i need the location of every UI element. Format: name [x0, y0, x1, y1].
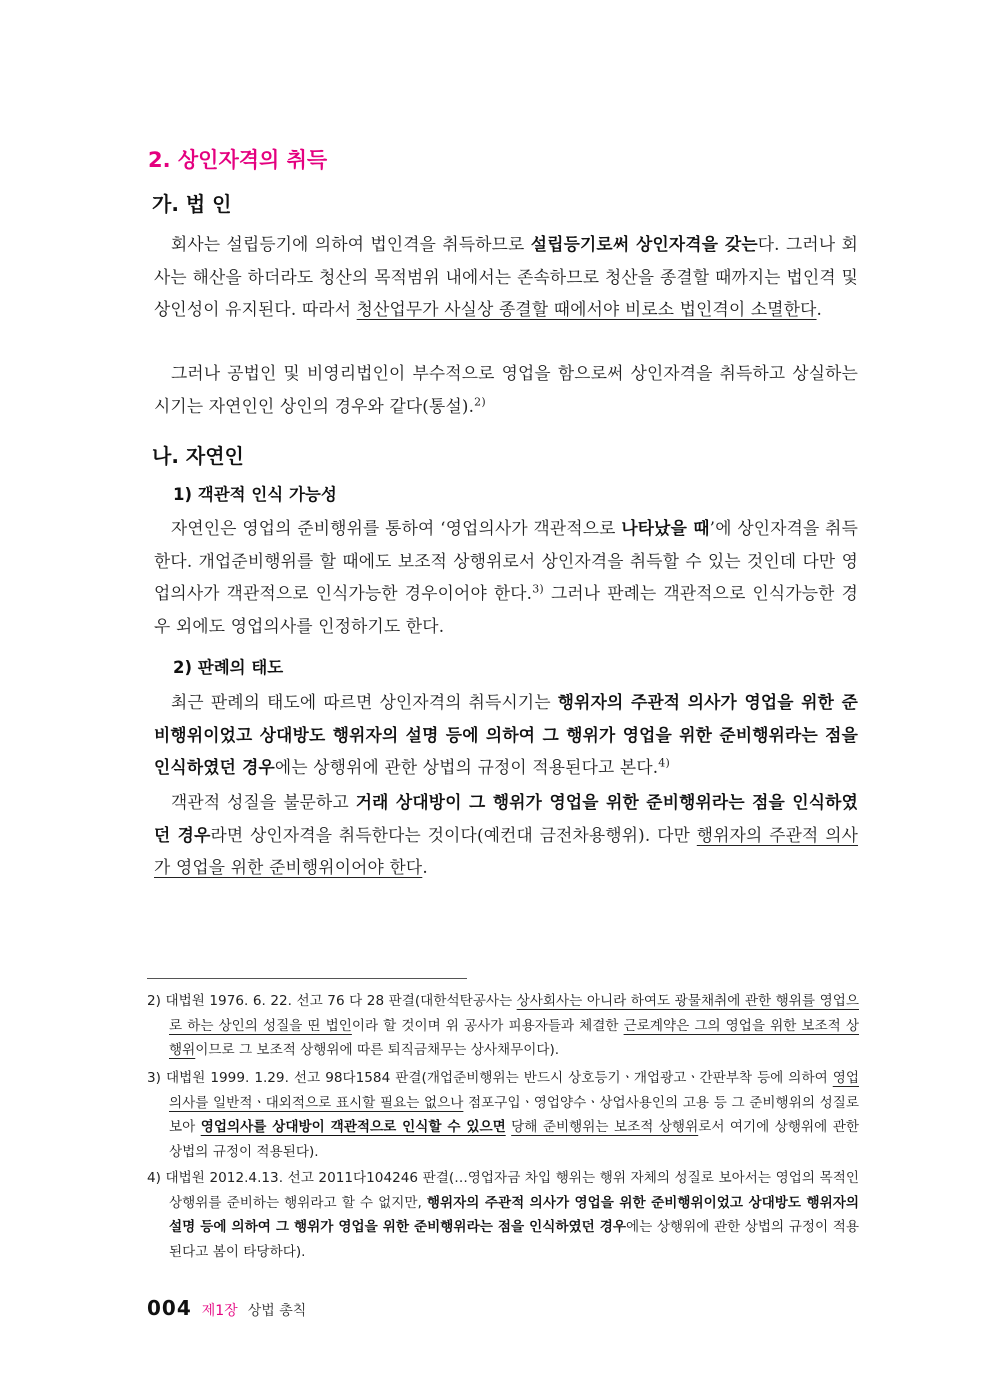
footnote-ref-3: 3): [532, 582, 544, 596]
paragraph-corporation-2: 그러나 공법인 및 비영리법인이 부수적으로 영업을 함으로써 상인자격을 취득하고 상실하는 시기는 자연인인 상인의 경우와 같다(통설).$^{2)}$: [154, 363, 858, 416]
footnote-2: 2) 대법원 1976. 6. 22. 선고 76 다 28 판결(대한석탄공사는 상사회사는 아니라 하여도 광물채취에 관한 행위를 영업으로 하는 상인의 성질을 띤 법인이라 할 것이며 위 공사가 피용자들과 체결한 근로계약은 그의 영업을 위한 보조적 상행위이므로 그 보조적 상행위에 따른 퇴직금채무는 상사채무이다).: [147, 993, 859, 1058]
heading-natural-person: 나. 자연인: [152, 444, 244, 468]
bold-phrase: 나타났을 때: [621, 518, 710, 538]
section-title: 2. 상인자격의 취득: [148, 148, 328, 172]
page-footer: [147, 1296, 306, 1320]
footnote-4: 4) 대법원 2012.4.13. 선고 2011다104246 판결(…영업자금 차입 행위는 행위 자체의 성질로 보아서는 영업의 목적인 상행위를 준비하는 행위라고 할 수 없지만, 행위자의 주관적 의사가 영업을 위한 준비행위이었고 상대방도 행위자의 설명 등에 의하여 그 행위가 영업을 위한 준비행위라는 점을 인식하였던 경우에는 상행위에 관한 상법의 규정이 적용된다고 봄이 타당하다).: [147, 1170, 860, 1260]
paragraph-precedent-2: 객관적 성질을 불문하고 거래 상대방이 그 행위가 영업을 위한 준비행위라는 점을 인식하였던 경우라면 상인자격을 취득한다는 것이다(예컨대 금전차용행위). 다만 행위자의 주관적 의사가 영업을 위한 준비행위이어야 한다.: [154, 792, 859, 877]
page-number: 004: [147, 1296, 192, 1320]
chapter-name: 상법 총칙: [247, 1303, 307, 1319]
paragraph-objective-recognition: 자연인은 영업의 준비행위를 통하여 ‘영업의사가 객관적으로 나타났을 때’에 상인자격을 취득한다. 개업준비행위를 할 때에도 보조적 상행위로서 상인자격을 취득할 수 있는 것인데 다만 영업의사가 객관적으로 인식가능한 경우이어야 한다.$^{3)}$ 그러나 판례는 객관적으로 인식가능한 경우 외에도 영업의사를 인정하기도 한다.: [154, 518, 859, 636]
footnote-ref-2: 2): [474, 394, 486, 408]
chapter-label: 제1장: [201, 1303, 238, 1319]
footnote-ref-4: 4): [658, 756, 670, 770]
underlined-phrase: 행위자의 주관적 의사가 영업을 위한 준비행위이어야 한다: [154, 824, 859, 877]
heading-objective-recognition: 1) 객관적 인식 가능성: [173, 485, 337, 504]
footnote-divider: [147, 978, 467, 979]
bold-phrase: 거래 상대방이 그 행위가 영업을 위한 준비행위라는 점을 인식하였던 경우: [154, 792, 858, 845]
heading-precedent-attitude: 2) 판례의 태도: [173, 658, 284, 677]
footnote-3: 3) 대법원 1999. 1.29. 선고 98다1584 판결(개업준비행위는 반드시 상호등기ㆍ개업광고ㆍ간판부착 등에 의하여 영업의사를 일반적ㆍ대외적으로 표시할 필요는 없으나 점포구입ㆍ영업양수ㆍ상업사용인의 고용 등 그 준비행위의 성질로 보아 영업의사를 상대방이 객관적으로 인식할 수 있으면 당해 준비행위는 보조적 상행위로서 여기에 상행위에 관한 상법의 규정이 적용된다).: [147, 1070, 860, 1160]
underlined-phrase: 청산업무가 사실상 종결할 때에서야 비로소 법인격이 소멸한다: [356, 299, 817, 319]
heading-corporation: 가. 법 인: [152, 192, 232, 216]
paragraph-precedent-1: 최근 판례의 태도에 따르면 상인자격의 취득시기는 행위자의 주관적 의사가 영업을 위한 준비행위이었고 상대방도 행위자의 설명 등에 의하여 그 행위가 영업을 위한 준비행위라는 점을 인식하였던 경우에는 상행위에 관한 상법의 규정이 적용된다고 본다.$^{4)}$: [154, 692, 858, 777]
paragraph-corporation-1: 회사는 설립등기에 의하여 법인격을 취득하므로 설립등기로써 상인자격을 갖는다. 그러나 회사는 해산을 하더라도 청산의 목적범위 내에서는 존속하므로 청산을 종결할 때까지는 법인격 및 상인성이 유지된다. 따라서 청산업무가 사실상 종결할 때에서야 비로소 법인격이 소멸한다.: [154, 234, 858, 319]
bold-phrase: 설립등기로써 상인자격을 갖는: [530, 234, 758, 254]
bold-phrase: 행위자의 주관적 의사가 영업을 위한 준비행위이었고 상대방도 행위자의 설명 등에 의하여 그 행위가 영업을 위한 준비행위라는 점을 인식하였던 경우: [154, 692, 858, 777]
